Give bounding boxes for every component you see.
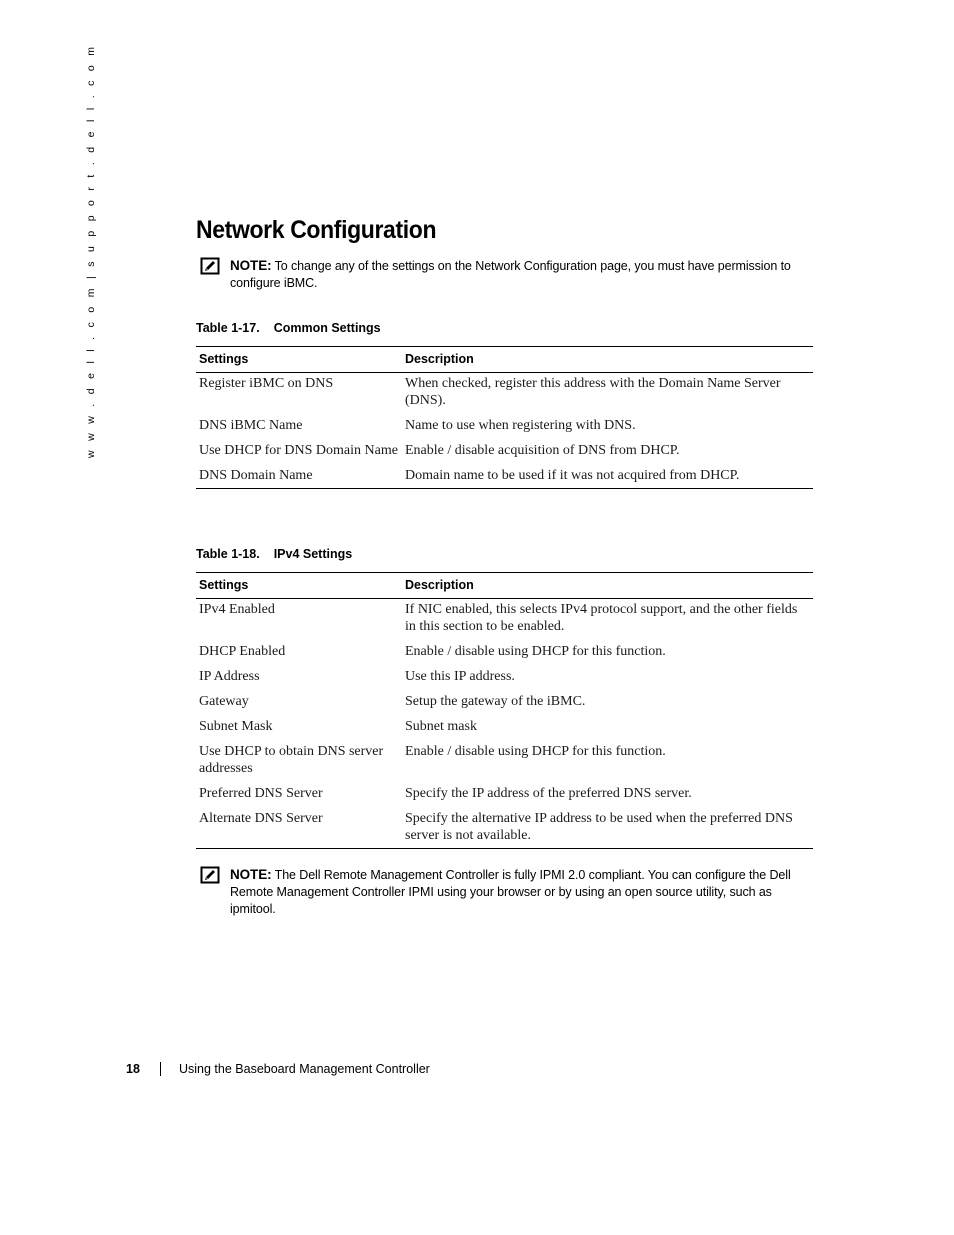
footer-title: Using the Baseboard Management Controller [179,1062,430,1076]
column-header-description: Description [402,347,813,373]
setting-name: Subnet Mask [199,719,273,734]
table-row [196,438,813,463]
ipv4-settings-table [196,572,813,849]
setting-description: Name to use when registering with DNS. [405,418,636,433]
note-pencil-icon [200,257,220,275]
column-header-settings: Settings [196,347,402,373]
side-url-text: w w w . d e l l . c o m | s u p p o r t . d e l l . c o m [85,43,97,458]
side-url [84,43,98,458]
table-1-caption-title: Common Settings [273,321,381,335]
setting-description: Enable / disable using DHCP for this function. [405,744,666,759]
table-row [196,714,813,739]
table-2-caption-number: Table 1-18. [196,547,260,561]
note-1-label: NOTE: [230,258,272,273]
table-row [196,463,813,489]
setting-description: When checked, register this address with the Domain Name Server (DNS). [405,376,781,408]
note-1 [196,257,814,292]
note-2-label: NOTE: [230,867,272,882]
table-row [196,689,813,714]
note-2-body: The Dell Remote Management Controller is fully IPMI 2.0 compliant. You can configure the Dell Remote Management Controller IPMI using your browser or by using an open source utility, such as ipmitool. [230,868,791,916]
note-2 [196,866,814,918]
setting-name: IP Address [199,669,260,684]
setting-name: DNS iBMC Name [199,418,303,433]
page-number: 18 [126,1062,140,1076]
table-row [196,781,813,806]
note-pencil-icon [200,866,220,884]
table-header-row [196,573,813,599]
column-header-description: Description [402,573,813,599]
note-1-bold-term: Network Configuration [475,259,597,273]
note-1-text-before: To change any of the settings on the [274,259,472,273]
setting-name: Gateway [199,694,249,709]
table-row [196,739,813,781]
setting-description: Specify the alternative IP address to be used when the preferred DNS server is not available. [405,811,793,843]
setting-description: Specify the IP address of the preferred DNS server. [405,786,692,801]
setting-description: Setup the gateway of the iBMC. [405,694,586,709]
table-2-caption [196,547,352,561]
footer-divider [160,1062,161,1076]
table-row [196,373,813,414]
setting-name: Preferred DNS Server [199,786,323,801]
setting-name: DNS Domain Name [199,468,313,483]
table-row [196,664,813,689]
note-1-text [230,257,814,292]
setting-name: Use DHCP to obtain DNS server addresses [199,744,384,776]
note-1-text-after: page, you must have permission to configure iBMC. [230,259,791,290]
setting-name: Alternate DNS Server [199,811,323,826]
common-settings-table [196,346,813,489]
setting-description: Use this IP address. [405,669,515,684]
table-1-caption [196,321,381,335]
setting-name: DHCP Enabled [199,644,286,659]
table-2-caption-title: IPv4 Settings [273,547,353,561]
note-2-text [230,866,814,918]
table-header-row [196,347,813,373]
setting-name: Register iBMC on DNS [199,376,334,391]
setting-description: Domain name to be used if it was not acquired from DHCP. [405,468,740,483]
table-row [196,639,813,664]
table-row [196,806,813,849]
setting-description: Subnet mask [405,719,477,734]
table-1-caption-number: Table 1-17. [196,321,260,335]
setting-name: IPv4 Enabled [199,602,275,617]
setting-name: Use DHCP for DNS Domain Name [199,443,398,458]
setting-description: If NIC enabled, this selects IPv4 protocol support, and the other fields in this section to be enabled. [405,602,798,634]
table-row [196,599,813,640]
setting-description: Enable / disable using DHCP for this function. [405,644,666,659]
table-row [196,413,813,438]
column-header-settings: Settings [196,573,402,599]
page-title: Network Configuration [196,216,437,244]
setting-description: Enable / disable acquisition of DNS from DHCP. [405,443,680,458]
